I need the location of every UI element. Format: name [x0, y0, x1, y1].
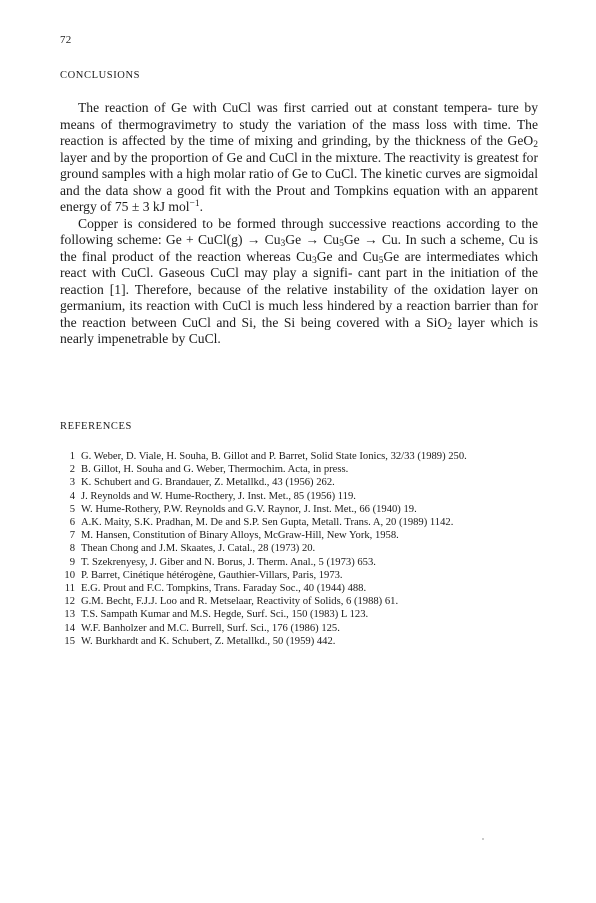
reference-text: W. Burkhardt and K. Schubert, Z. Metallkd., 50 (1959) 442. — [81, 635, 336, 647]
conclusions-paragraph-1 — [60, 100, 538, 216]
references-list — [60, 450, 538, 648]
text-run: Ge and Cu — [316, 248, 379, 264]
reference-number: 11 — [64, 583, 75, 595]
text-run: Copper is considered to be formed through successive reactions according to the following scheme: Ge + CuCl(g) → Cu — [60, 215, 538, 247]
reference-text: G. Weber, D. Viale, H. Souha, B. Gillot and P. Barret, Solid State Ionics, 32/33 (1989) 250. — [81, 451, 467, 462]
reference-number: 2 — [69, 464, 75, 476]
reference-number: 1 — [69, 451, 75, 462]
reference-text: K. Schubert and G. Brandauer, Z. Metallkd., 43 (1956) 262. — [81, 477, 335, 489]
reference-number: 7 — [69, 530, 75, 542]
reference-text: M. Hansen, Constitution of Binary Alloys, McGraw-Hill, New York, 1958. — [81, 530, 399, 542]
reference-item — [60, 450, 538, 463]
reference-number: 4 — [69, 490, 75, 502]
subscript: 3 — [311, 255, 317, 266]
reference-text: Thean Chong and J.M. Skaates, J. Catal., 28 (1973) 20. — [81, 543, 316, 555]
reference-text: E.G. Prout and F.C. Tompkins, Trans. Faraday Soc., 40 (1944) 488. — [81, 583, 367, 595]
reference-item — [60, 503, 538, 516]
subscript: 5 — [378, 255, 384, 266]
reference-item — [60, 635, 538, 648]
reference-number: 9 — [69, 556, 75, 568]
reference-number: 13 — [64, 609, 75, 621]
reference-number: 8 — [69, 543, 75, 555]
reference-item — [60, 608, 538, 621]
reference-number: 3 — [69, 477, 75, 489]
reference-item — [60, 516, 538, 529]
references-heading: REFERENCES — [60, 421, 132, 432]
reference-number: 6 — [69, 517, 75, 529]
reference-text: W. Hume-Rothery, P.W. Reynolds and G.V. Raynor, J. Inst. Met., 66 (1940) 19. — [81, 503, 417, 515]
text-run: layer which is nearly impenetrable by CuCl. — [60, 314, 538, 346]
reference-item — [60, 622, 538, 635]
reference-item — [60, 582, 538, 595]
reference-number: 15 — [64, 635, 75, 647]
conclusions-body — [60, 100, 538, 348]
reference-number: 10 — [64, 569, 75, 581]
text-run: Ge → Cu. In such a scheme, Cu is the final product of the reaction whereas Cu — [60, 232, 539, 264]
superscript: −1 — [189, 199, 200, 209]
reference-item — [60, 556, 538, 569]
reference-item — [60, 490, 538, 503]
conclusions-heading: CONCLUSIONS — [60, 70, 141, 81]
subscript: 3 — [280, 239, 286, 249]
reference-item — [60, 529, 538, 542]
text-run: . — [199, 199, 204, 214]
reference-text: T. Szekrenyesy, J. Giber and N. Borus, J. Therm. Anal., 5 (1973) 653. — [81, 556, 376, 568]
reference-text: W.F. Banholzer and M.C. Burrell, Surf. Sci., 176 (1986) 125. — [81, 622, 340, 634]
conclusions-paragraph-2 — [60, 216, 538, 348]
reference-text: B. Gillot, H. Souha and G. Weber, Thermochim. Acta, in press. — [81, 464, 349, 476]
reference-number: 12 — [64, 596, 75, 608]
subscript: 2 — [533, 140, 538, 150]
reference-text: T.S. Sampath Kumar and M.S. Hegde, Surf. Sci., 150 (1983) L 123. — [81, 609, 369, 621]
subscript: 5 — [339, 239, 344, 249]
reference-item — [60, 463, 538, 476]
reference-text: J. Reynolds and W. Hume-Rocthery, J. Inst. Met., 85 (1956) 119. — [81, 490, 356, 502]
reference-item — [60, 569, 538, 582]
reference-text: G.M. Becht, F.J.J. Loo and R. Metselaar, Reactivity of Solids, 6 (1988) 61. — [81, 596, 399, 608]
text-run: Ge are intermediates which react with CuCl. Gaseous CuCl may play a signifi- cant part in the initiation of the reaction [1]. Therefore, because of the relative instability of the oxidation layer on germanium, its reaction with CuCl is much less hindered by a reaction barrier than for the reaction between CuCl and Si, the Si being covered with a SiO — [60, 248, 539, 330]
text-run: layer and by the proportion of Ge and CuCl in the mixture. The reactivity is greatest for ground samples with a high molar ratio of Ge to CuCl. The kinetic curves are sigmoidal and the data show a good fit with the Prout and Tompkins equation with an apparent energy of 75 ± 3 kJ mol — [60, 149, 538, 214]
subscript: 2 — [447, 321, 453, 332]
text-run: The reaction of Ge with CuCl was first carried out at constant tempera- ture by means of thermogravimetry to study the variation of the mass loss with time. The reaction is affected by the time of mixing and grinding, by the thickness of the GeO — [60, 100, 538, 148]
reference-item — [60, 542, 538, 555]
text-run: Ge → Cu — [285, 232, 340, 247]
scan-speck — [482, 838, 484, 840]
reference-text: P. Barret, Cinétique hétérogène, Gauthier-Villars, Paris, 1973. — [81, 569, 343, 581]
reference-item — [60, 476, 538, 489]
page-number: 72 — [60, 34, 72, 46]
reference-text: A.K. Maity, S.K. Pradhan, M. De and S.P. Sen Gupta, Metall. Trans. A, 20 (1989) 1142. — [81, 517, 454, 529]
reference-number: 5 — [69, 503, 75, 515]
reference-item — [60, 595, 538, 608]
reference-number: 14 — [64, 622, 75, 634]
